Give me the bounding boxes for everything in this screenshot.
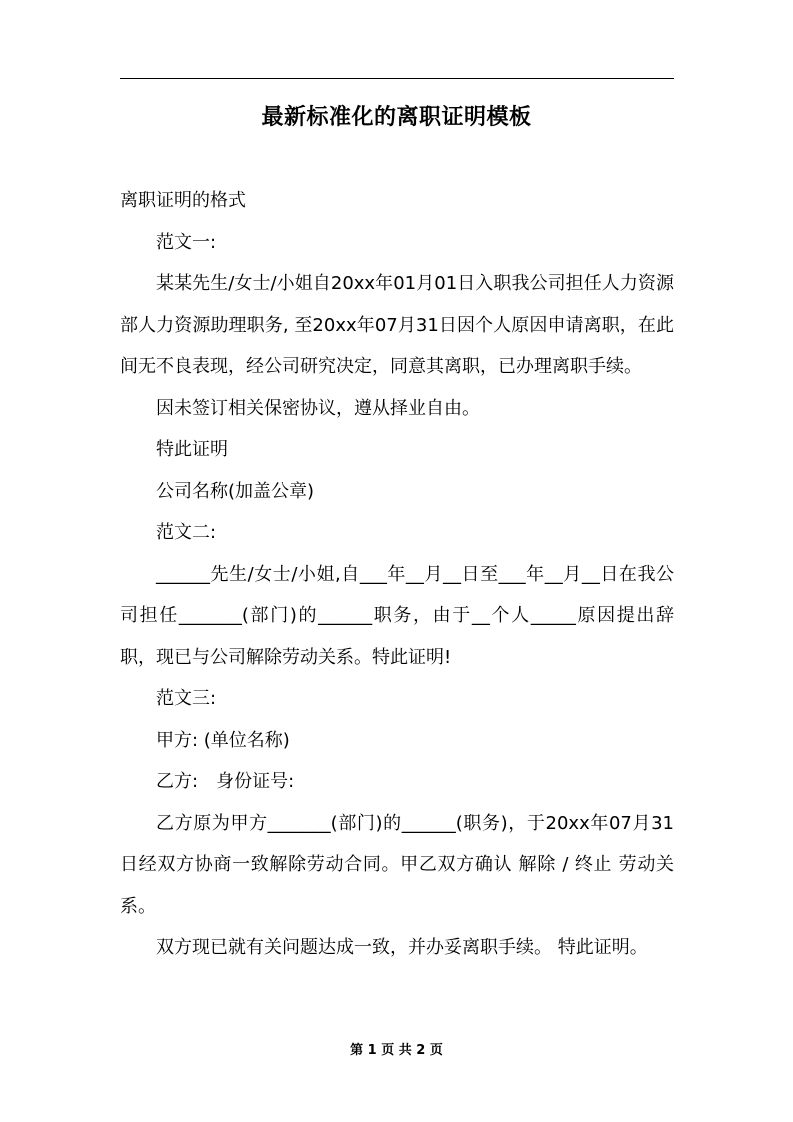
document-title: 最新标准化的离职证明模板	[261, 105, 532, 130]
paragraph-closing: 双方现已就有关问题达成一致，并办妥离职手续。 特此证明。	[156, 937, 648, 958]
paragraph-company-seal: 公司名称(加盖公章)	[156, 480, 315, 502]
document-body	[120, 180, 674, 969]
page-indicator: 第 1 页 共 2 页	[350, 1043, 443, 1058]
paragraph-sample-3-label: 范文三:	[156, 688, 217, 709]
paragraph-sample-1-label: 范文一:	[156, 231, 217, 253]
header-rule	[120, 78, 674, 79]
paragraph-sample-2-body: ______先生/女士/小姐,自___年__月__日至___年__月__日在我公司担任_______(部门)的______职务，由于__个人_____原因提出辞职，现已与公司解除劳动关系。特此证明!	[120, 563, 674, 668]
paragraph-certify: 特此证明	[156, 439, 228, 460]
paragraph-heading-format: 离职证明的格式	[120, 190, 246, 211]
paragraph-sample-3-body: 乙方原为甲方_______(部门)的______(职务)，于20xx年07月31日经双方协商一致解除劳动合同。甲乙双方确认 解除 / 终止 劳动关系。	[120, 812, 674, 917]
paragraph-sample-1-body: 某某先生/女士/小姐自20xx年01月01日入职我公司担任人力资源部人力资源助理职务, 至20xx年07月31日因个人原因申请离职，在此间无不良表现，经公司研究决定，同意其离职，已办理离职手续。	[120, 273, 674, 377]
paragraph-sample-2-label: 范文二:	[156, 522, 217, 543]
paragraph-confidentiality: 因未签订相关保密协议，遵从择业自由。	[156, 397, 480, 419]
paragraph-party-b: 乙方: 身份证号:	[156, 771, 295, 792]
paragraph-party-a: 甲方: (单位名称)	[156, 729, 290, 751]
